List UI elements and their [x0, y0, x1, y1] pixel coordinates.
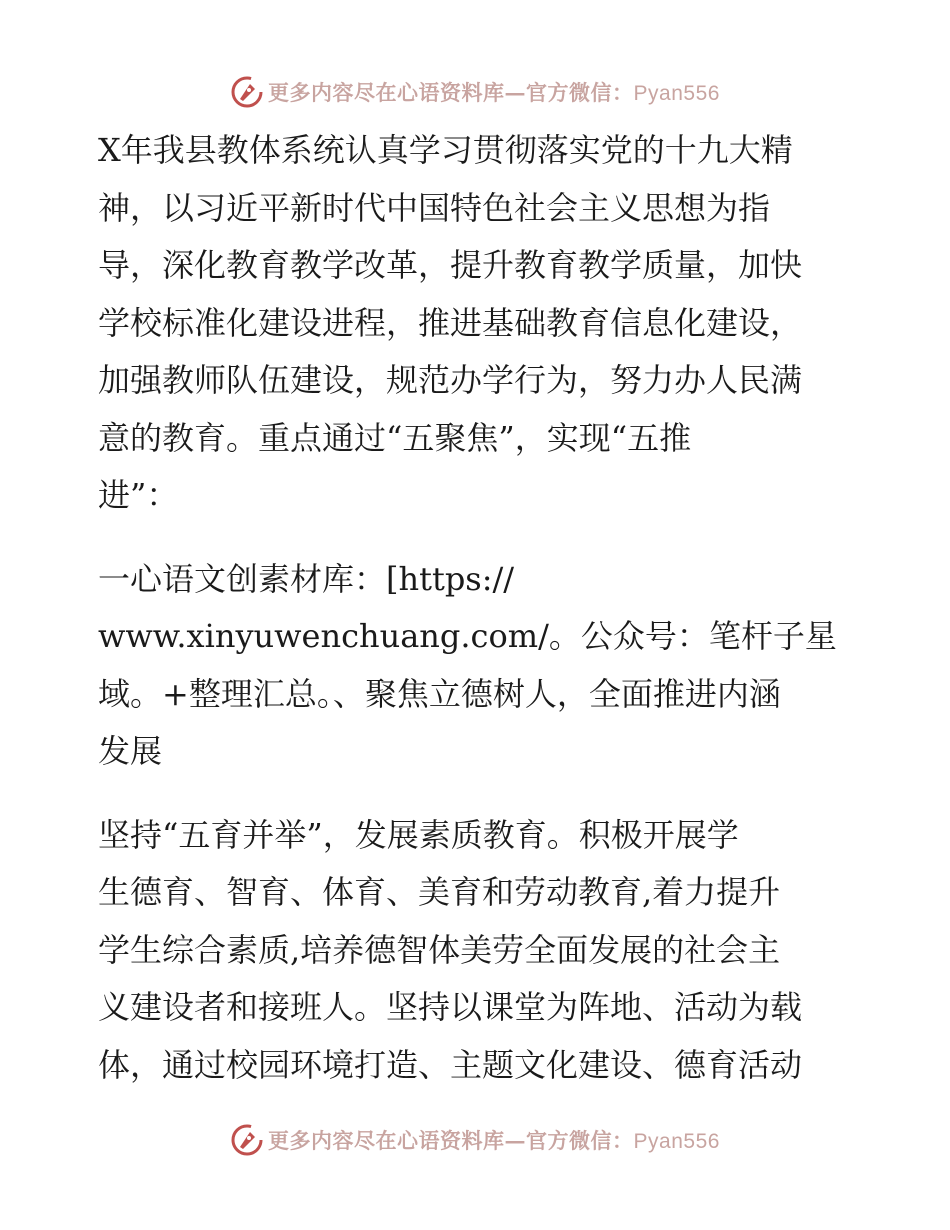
text-line: 生德育、智育、体育、美育和劳动教育,着力提升	[98, 873, 781, 911]
text-line: 进”：	[98, 476, 179, 514]
pen-nib-logo-icon	[230, 75, 264, 109]
pen-nib-logo-icon	[230, 1123, 264, 1157]
text-line: 域。+整理汇总。、聚焦立德树人，全面推进内涵	[98, 674, 781, 713]
watermark-banner-bottom	[0, 1120, 950, 1160]
text-line: 学校标准化建设进程，推进基础教育信息化建设，	[98, 303, 803, 342]
text-line: 发展	[98, 732, 163, 770]
text-line: 一心语文创素材库：[https://	[98, 559, 515, 598]
paragraph-five-education	[98, 807, 858, 1095]
watermark-text: 更多内容尽在心语资料库—官方微信：Pyan556	[268, 80, 720, 105]
text-line: 学生综合素质,培养德智体美劳全面发展的社会主	[98, 930, 781, 969]
text-line: 导，深化教育教学改革，提升教育教学质量，加快	[98, 246, 803, 284]
paragraph-intro	[98, 122, 858, 525]
text-line: 神，以习近平新时代中国特色社会主义思想为指	[98, 188, 771, 227]
watermark-account: Pyan556	[633, 1130, 720, 1153]
text-line: X年我县教体系统认真学习贯彻落实党的十九大精	[98, 131, 793, 169]
text-line: 加强教师队伍建设，规范办学行为，努力办人民满	[98, 361, 803, 399]
text-line: 体，通过校园环境打造、主题文化建设、德育活动	[98, 1045, 803, 1084]
watermark-banner-top	[0, 72, 950, 112]
text-line: 意的教育。重点通过“五聚焦”，实现“五推	[98, 418, 692, 457]
text-line: 坚持“五育并举”，发展素质教育。积极开展学	[98, 815, 739, 854]
text-line: www.xinyuwenchuang.com/。公众号：笔杆子星	[98, 617, 837, 655]
document-body	[98, 122, 858, 1094]
watermark-account: Pyan556	[633, 82, 720, 105]
text-line: 义建设者和接班人。坚持以课堂为阵地、活动为载	[98, 988, 803, 1026]
watermark-text: 更多内容尽在心语资料库—官方微信：Pyan556	[268, 1128, 720, 1153]
paragraph-source	[98, 551, 858, 781]
